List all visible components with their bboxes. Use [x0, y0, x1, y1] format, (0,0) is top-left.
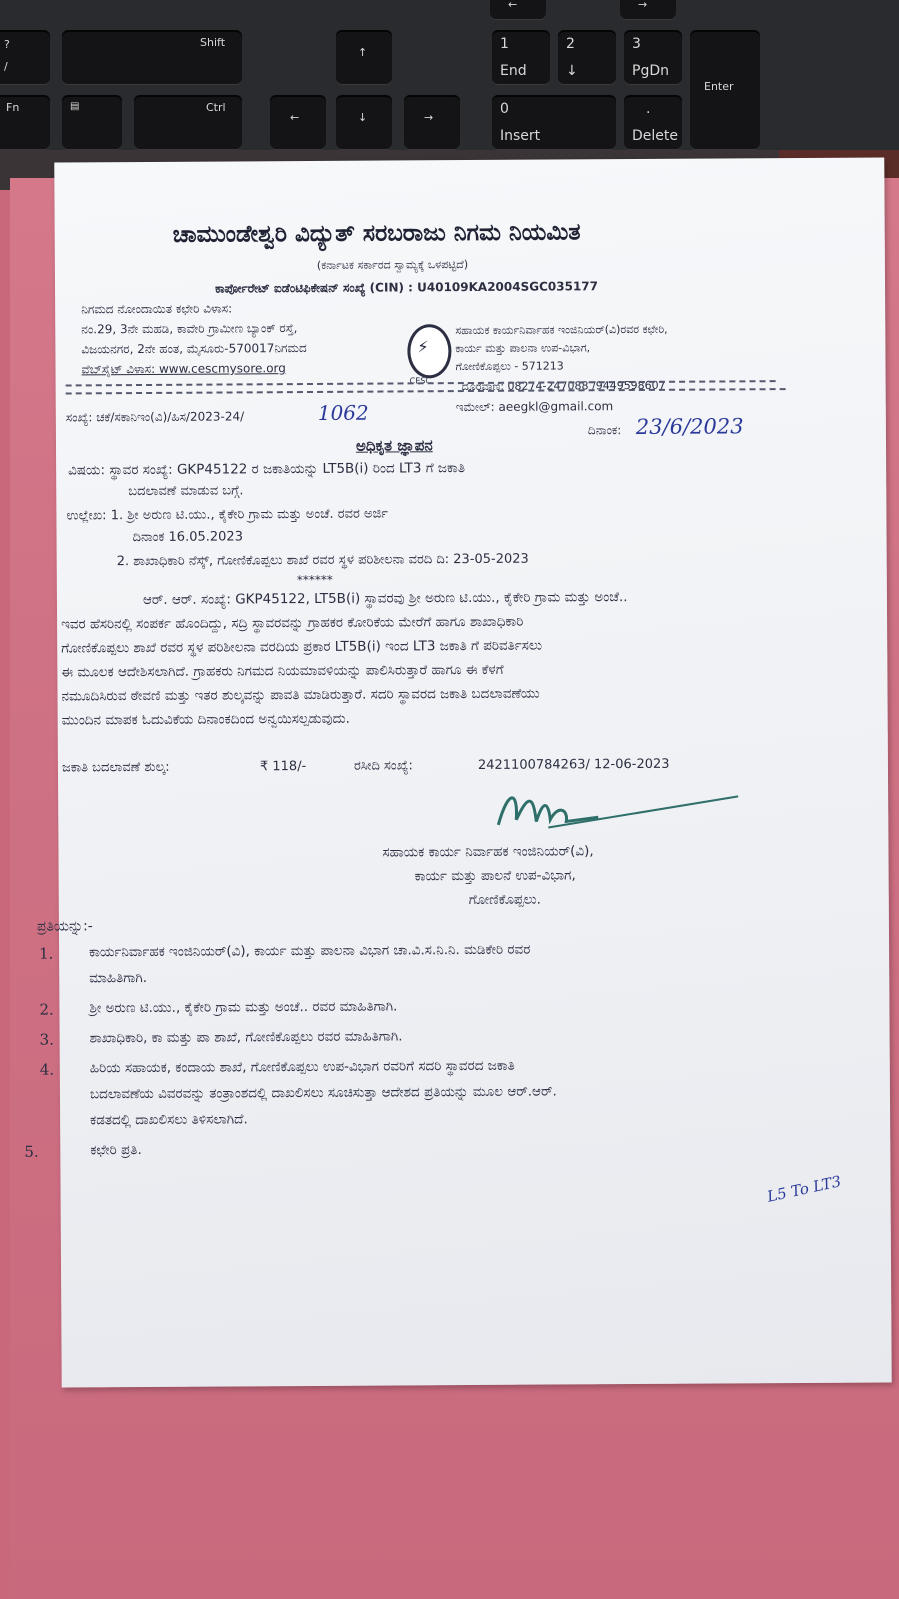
key-shift[interactable]: Shift: [62, 30, 242, 85]
key-ctrl[interactable]: Ctrl: [134, 95, 242, 150]
key-left[interactable]: ←: [270, 95, 326, 150]
key-top-left[interactable]: ←: [490, 0, 546, 20]
divider-line: [66, 388, 786, 394]
date-handwritten: 23/6/2023: [635, 414, 744, 439]
key-1[interactable]: 1 End: [492, 30, 550, 85]
subject-line-1: ವಿಷಯ: ಸ್ಥಾವರ ಸಂಖ್ಯೆ: GKP45122 ರ ಜಕಾತಿಯನ್ನು LT5B(i) ರಿಂದ LT3 ಗೆ ಜಕಾತಿ: [68, 460, 466, 479]
receipt-value: 2421100784263/ 12-06-2023: [477, 756, 670, 773]
reference-number: ಸಂಖ್ಯೆ: ಚಕೆ/ಸಕಾನಿಇಂ(ವಿ)/ಹಿಸ/2023-24/: [65, 409, 245, 425]
signatory-place: ಗೋಣಿಕೊಪ್ಪಲು.: [468, 891, 541, 909]
cin-number: ಕಾರ್ಪೋರೇಟ್ ಐಡೆಂಟಿಫಿಕೇಷನ್ ಸಂಖ್ಯೆ (CIN) : U40109KA2004SGC035177: [214, 279, 599, 296]
key-enter[interactable]: Enter: [690, 30, 760, 150]
separator-stars: ******: [296, 572, 333, 588]
key-3[interactable]: 3 PgDn: [624, 30, 682, 85]
key-menu[interactable]: [62, 95, 122, 150]
signatory-title: ಸಹಾಯಕ ಕಾರ್ಯ ನಿರ್ವಾಹಕ ಇಂಜಿನಿಯರ್(ವಿ),: [382, 843, 594, 861]
reference-2: 2. ಶಾಖಾಧಿಕಾರಿ ನೆಸ್ಕ್, ಗೋಣಿಕೊಪ್ಪಲು ಶಾಖೆ ರವರ ಸ್ಥಳ ಪರಿಶೀಲನಾ ವರದಿ ದಿ: 23-05-2023: [116, 551, 529, 570]
official-letter: ಚಾಮುಂಡೇಶ್ವರಿ ವಿದ್ಯುತ್ ಸರಬರಾಜು ನಿಗಮ ನಿಯಮಿತ (ಕರ್ನಾಟಕ ಸರ್ಕಾರದ ಸ್ವಾಮ್ಯಕ್ಕೆ ಒಳಪಟ್ಟಿದೆ) ಕಾರ್ಪೋರೇಟ್ ಐಡೆಂಟಿಫಿಕೇಷನ್ ಸಂಖ್ಯೆ (CIN) : U40109KA2004SGC035177 ನಿಗಮದ ನೋಂದಾಯಿತ ಕಛೇರಿ ವಿಳಾಸ: ನಂ.29, 3ನೇ ಮಹಡಿ, ಕಾವೇರಿ ಗ್ರಾಮೀಣ ಬ್ಯಾಂಕ್ ರಸ್ತೆ, ವಿಜಯನಗರ, 2ನೇ ಹಂತ, ಮೈಸೂರು-570017ನಿಗಮದ ವೆಬ್‌ಸೈಟ್ ವಿಳಾಸ: www.cescmysore.org ⚡ CESC ಸಹಾಯಕ ಕಾರ್ಯನಿರ್ವಾಹಕ ಇಂಜಿನಿಯರ್(ವಿ)ರವರ ಕಛೇರಿ, ಕಾರ್ಯ ಮತ್ತು ಪಾಲನಾ ಉಪ-ವಿಭಾಗ, ಗೋಣಿಕೊಪ್ಪಲು - 571213 ದೂರವಾಣಿ: 08274-247088 /9449598607 ಇಮೇಲ್: aeegkl@gmail.com ಸಂಖ್ಯೆ: ಚಕೆ/ಸಕಾನಿಇಂ(ವಿ)/ಹಿಸ/2023-24/ 1062 ದಿನಾಂಕ: 23/6/2023 ಅಧಿಕೃತ ಜ್ಞಾಪನ ವಿಷಯ: ಸ್ಥಾವರ ಸಂಖ್ಯೆ: GKP45122 ರ ಜಕಾತಿಯನ್ನು LT5B(i) ರಿಂದ LT3 ಗೆ ಜಕಾತಿ ಬದಲಾವಣೆ ಮಾಡುವ ಬಗ್ಗೆ. ಉಲ್ಲೇಖ: 1. ಶ್ರೀ ಅರುಣ ಟಿ.ಯು., ಕೈಕೇರಿ ಗ್ರಾಮ ಮತ್ತು ಅಂಚೆ. ರವರ ಅರ್ಜಿ ದಿನಾಂಕ 16.05.2023 2. ಶಾಖಾಧಿಕಾರಿ ನೆಸ್ಕ್, ಗೋಣಿಕೊಪ್ಪಲು ಶಾಖೆ ರವರ ಸ್ಥಳ ಪರಿಶೀಲನಾ ವರದಿ ದಿ: 23-05-2023 ****** ಆರ್. ಆರ್. ಸಂಖ್ಯೆ: GKP45122, LT5B(i) ಸ್ಥಾವರವು ಶ್ರೀ ಅರುಣ ಟಿ.ಯು., ಕೈಕೇರಿ ಗ್ರಾಮ ಮತ್ತು ಅಂಚೆ.. ಇವರ ಹೆಸರಿನಲ್ಲಿ ಸಂಪರ್ಕ ಹೊಂದಿದ್ದು, ಸದ್ರಿ ಸ್ಥಾವರವನ್ನು ಗ್ರಾಹಕರ ಕೋರಿಕೆಯ ಮೇರೆಗೆ ಹಾಗೂ ಶಾಖಾಧಿಕಾರಿ ಗೋಣಿಕೊಪ್ಪಲು ಶಾಖೆ ರವರ ಸ್ಥಳ ಪರಿಶೀಲನಾ ವರದಿಯ ಪ್ರಕಾರ LT5B(i) ಇಂದ LT3 ಜಕಾತಿ ಗೆ ಪರಿವರ್ತಿಸಲು ಈ ಮೂಲಕ ಆದೇಶಿಸಲಾಗಿದೆ. ಗ್ರಾಹಕರು ನಿಗಮದ ನಿಯಮಾವಳಿಯನ್ನು ಪಾಲಿಸಿರುತ್ತಾರೆ ಹಾಗೂ ಈ ಕೆಳಗೆ ನಮೂದಿಸಿರುವ ಠೇವಣಿ ಮತ್ತು ಇತರ ಶುಲ್ಕವನ್ನು ಪಾವತಿ ಮಾಡಿರುತ್ತಾರೆ. ಸದರಿ ಸ್ಥಾವರದ ಜಕಾತಿ ಬದಲಾವಣೆಯು ಮುಂದಿನ ಮಾಪಕ ಓದುವಿಕೆಯ ದಿನಾಂಕದಿಂದ ಅನ್ವಯಿಸಲ್ಪಡುವುದು. ಜಕಾತಿ ಬದಲಾವಣೆ ಶುಲ್ಕ: ₹ 118/- ರಸೀದಿ ಸಂಖ್ಯೆ: 2421100784263/ 12-06-2023 ಸಹಾಯಕ ಕಾರ್ಯ ನಿರ್ವಾಹಕ ಇಂಜಿನಿಯರ್(ವಿ), ಕಾರ್ಯ ಮತ್ತು ಪಾಲನೆ ಉಪ-ವಿಭಾಗ, ಗೋಣಿಕೊಪ್ಪಲು. ಪ್ರತಿಯನ್ನು:- 1. ಕಾರ್ಯನಿರ್ವಾಹಕ ಇಂಜಿನಿಯರ್(ವಿ), ಕಾರ್ಯ ಮತ್ತು ಪಾಲನಾ ವಿಭಾಗ ಚಾ.ವಿ.ಸ.ನಿ.ನಿ. ಮಡಿಕೇರಿ ರವರ ಮಾಹಿತಿಗಾಗಿ. 2. ಶ್ರೀ ಅರುಣ ಟಿ.ಯು., ಕೈಕೇರಿ ಗ್ರಾಮ ಮತ್ತು ಅಂಚೆ.. ರವರ ಮಾಹಿತಿಗಾಗಿ. 3. ಶಾಖಾಧಿಕಾರಿ, ಕಾ ಮತ್ತು ಪಾ ಶಾಖೆ, ಗೋಣಿಕೊಪ್ಪಲು ರವರ ಮಾಹಿತಿಗಾಗಿ. 4. ಹಿರಿಯ ಸಹಾಯಕ, ಕಂದಾಯ ಶಾಖೆ, ಗೋಣಿಕೊಪ್ಪಲು ಉಪ-ವಿಭಾಗ ರವರಿಗೆ ಸದರಿ ಸ್ಥಾವರದ ಜಕಾತಿ ಬದಲಾವಣೆಯ ವಿವರವನ್ನು ತಂತ್ರಾಂಶದಲ್ಲಿ ದಾಖಲಿಸಲು ಸೂಚಿಸುತ್ತಾ ಆದೇಶದ ಪ್ರತಿಯನ್ನು ಮೂಲ ಆರ್.ಆರ್. ಕಡತದಲ್ಲಿ ದಾಖಲಿಸಲು ತಿಳಿಸಲಾಗಿದೆ. 5. ಕಛೇರಿ ಪ್ರತಿ. L5 To LT3: [54, 157, 891, 1387]
reference-number-handwritten: 1062: [317, 400, 369, 425]
cesc-logo: ⚡: [407, 324, 451, 378]
subject-line-2: ಬದಲಾವಣೆ ಮಾಡುವ ಬಗ್ಗೆ.: [128, 483, 244, 500]
copies-label: ಪ್ರತಿಯನ್ನು:-: [36, 918, 93, 935]
fee-label: ಜಕಾತಿ ಬದಲಾವಣೆ ಶುಲ್ಕ:: [61, 759, 170, 776]
org-subtitle: (ಕರ್ನಾಟಕ ಸರ್ಕಾರದ ಸ್ವಾಮ್ಯಕ್ಕೆ ಒಳಪಟ್ಟಿದೆ): [316, 258, 469, 272]
key-up[interactable]: ↑: [336, 30, 392, 85]
signature: [488, 778, 748, 840]
key-dot[interactable]: . Delete: [624, 95, 682, 150]
memo-heading: ಅಧಿಕೃತ ಜ್ಞಾಪನ: [355, 436, 433, 455]
fee-value: ₹ 118/-: [259, 759, 307, 775]
website-link[interactable]: ವೆಬ್‌ಸೈಟ್ ವಿಳಾಸ: www.cescmysore.org: [81, 361, 286, 377]
key-right[interactable]: →: [404, 95, 460, 150]
reference-1-date: ದಿನಾಂಕ 16.05.2023: [132, 529, 243, 546]
reference-1: ಉಲ್ಲೇಖ: 1. ಶ್ರೀ ಅರುಣ ಟಿ.ಯು., ಕೈಕೇರಿ ಗ್ರಾಮ ಮತ್ತು ಅಂಚೆ. ರವರ ಅರ್ಜಿ: [66, 506, 389, 524]
key-0[interactable]: 0 Insert: [492, 95, 616, 150]
menu-icon: ▤: [70, 101, 80, 112]
key-top-right[interactable]: →: [620, 0, 676, 20]
signatory-division: ಕಾರ್ಯ ಮತ್ತು ಪಾಲನೆ ಉಪ-ವಿಭಾಗ,: [414, 867, 576, 885]
receipt-label: ರಸೀದಿ ಸಂಖ್ಯೆ:: [353, 758, 413, 774]
key-down[interactable]: ↓: [336, 95, 392, 150]
key-fn[interactable]: Fn: [0, 95, 50, 150]
margin-note: L5 To LT3: [765, 1172, 843, 1206]
key-question[interactable]: ? /: [0, 30, 50, 85]
email-address[interactable]: ಇಮೇಲ್: aeegkl@gmail.com: [455, 399, 614, 415]
logo-caption: CESC: [409, 376, 431, 386]
date-label: ದಿನಾಂಕ:: [587, 423, 622, 438]
org-name: ಚಾಮುಂಡೇಶ್ವರಿ ವಿದ್ಯುತ್ ಸರಬರಾಜು ನಿಗಮ ನಿಯಮಿತ: [172, 219, 581, 248]
key-2[interactable]: 2 ↓: [558, 30, 616, 85]
